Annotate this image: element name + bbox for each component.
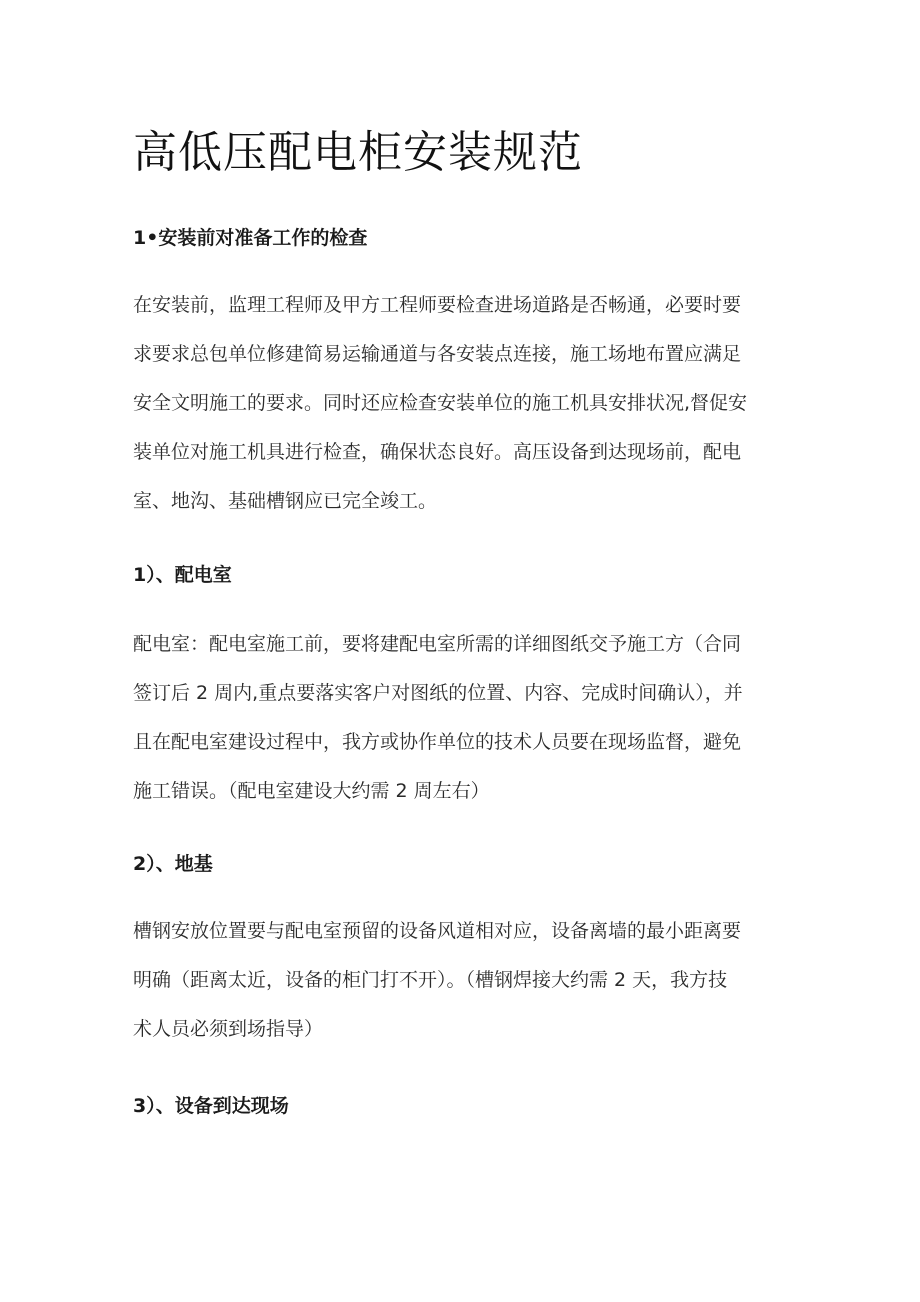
paragraph-line: 装单位对施工机具进行检查，确保状态良好。高压设备到达现场前，配电 [133, 441, 742, 463]
paragraph-line: 施工错误。（配电室建设大约需 2 周左右） [133, 780, 490, 802]
document-title: 高低压配电柜安装规范 [133, 127, 583, 178]
paragraph-line: 明确（距离太近，设备的柜门打不开）。（槽钢焊接大约需 2 天，我方技 [133, 969, 728, 991]
section-paragraph-distribution-room [133, 620, 793, 816]
paragraph-line: 术人员必须到场指导） [133, 1018, 324, 1040]
section-paragraph-preparation-check [133, 281, 793, 526]
section-heading-equipment-arrival: 3）、设备到达现场 [133, 1095, 289, 1117]
paragraph-line: 配电室：配电室施工前，要将建配电室所需的详细图纸交予施工方（合同 [133, 633, 742, 655]
paragraph-line: 且在配电室建设过程中，我方或协作单位的技术人员要在现场监督，避免 [133, 731, 742, 753]
paragraph-line: 求要求总包单位修建简易运输通道与各安装点连接，施工场地布置应满足 [133, 343, 742, 365]
paragraph-line: 槽钢安放位置要与配电室预留的设备风道相对应，设备离墙的最小距离要 [133, 920, 742, 942]
paragraph-line: 室、地沟、基础槽钢应已完全竣工。 [133, 490, 438, 512]
section-heading-foundation: 2）、地基 [133, 853, 213, 875]
paragraph-line: 安全文明施工的要求。同时还应检查安装单位的施工机具安排状况,督促安 [133, 392, 748, 414]
section-paragraph-foundation [133, 907, 793, 1054]
paragraph-line: 签订后 2 周内,重点要落实客户对图纸的位置、内容、完成时间确认），并 [133, 682, 743, 704]
section-heading-preparation-check: 1•安装前对准备工作的检查 [133, 227, 368, 249]
section-heading-distribution-room: 1）、配电室 [133, 564, 232, 586]
paragraph-line: 在安装前，监理工程师及甲方工程师要检查进场道路是否畅通，必要时要 [133, 294, 742, 316]
